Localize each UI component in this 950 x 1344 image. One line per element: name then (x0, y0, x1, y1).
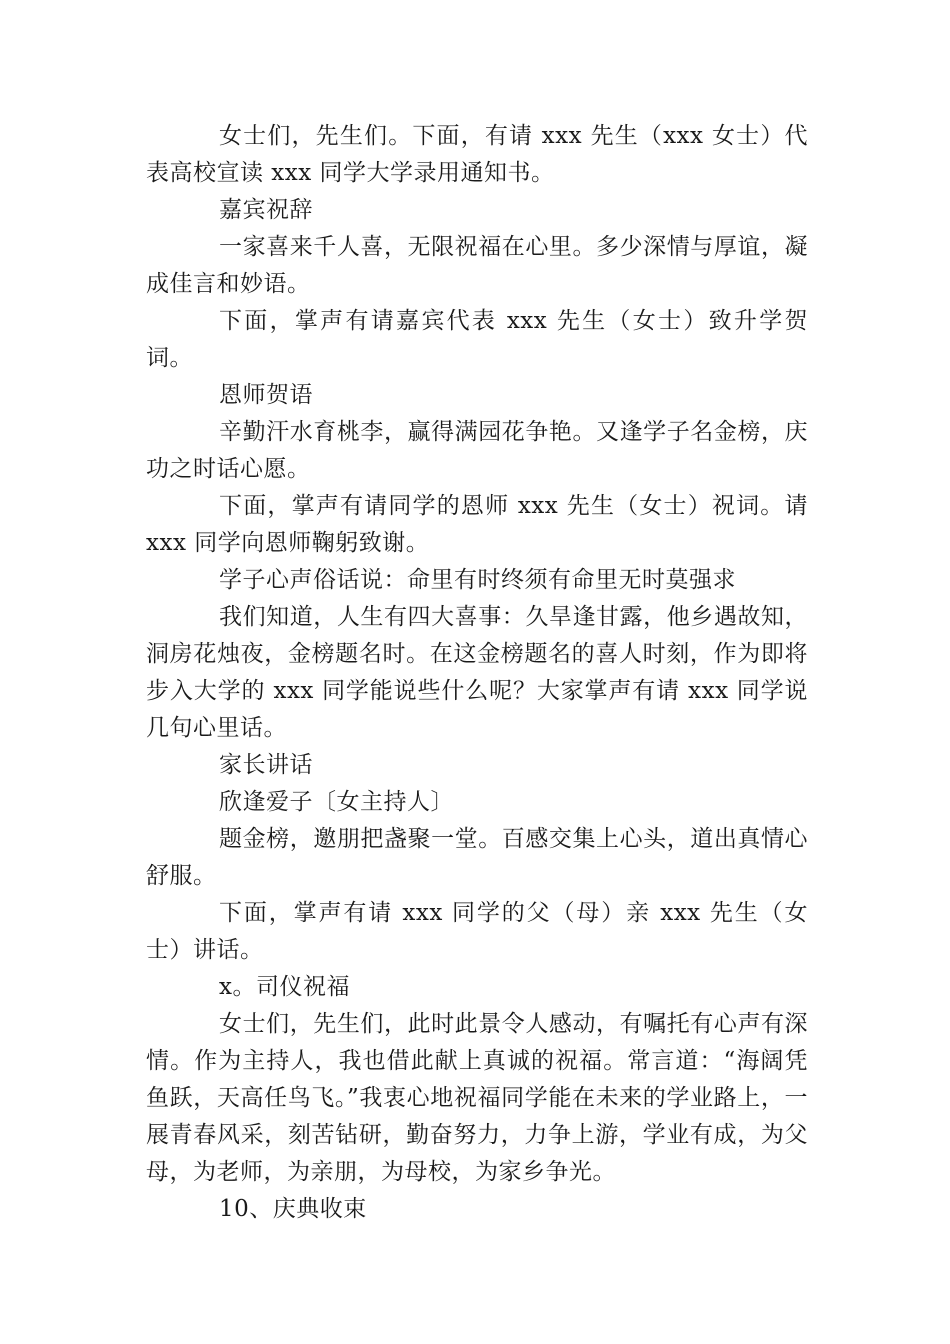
paragraph-siyi-zhufu: 女士们，先生们，此时此景令人感动，有嘱托有心声有深情。作为主持人，我也借此献上真诚的祝福。常言道：“海阔凭鱼跃，天高任鸟飞。”我衷心地祝福同学能在未来的学业路上，一展青春风采，刻苦钻研，勤奋努力，力争上游，学业有成，为父母，为老师，为亲朋，为母校，为家乡争光。 (146, 1011, 808, 1185)
paragraph-enshi-verse: 辛勤汗水育桃李，赢得满园花争艳。又逢学子名金榜，庆功之时话心愿。 (146, 419, 808, 482)
paragraph-jiabin-invite: 下面，掌声有请嘉宾代表 xxx 先生（女士）致升学贺词。 (146, 308, 808, 371)
heading-xuezi-xinsheng: 学子心声俗话说：命里有时终须有命里无时莫强求 (219, 567, 736, 593)
heading-xinfeng-aizi: 欣逢爱子〔女主持人〕 (219, 789, 454, 815)
paragraph-jiabin-verse: 一家喜来千人喜，无限祝福在心里。多少深情与厚谊，凝成佳言和妙语。 (146, 234, 808, 297)
heading-jiazhang-jianghua: 家长讲话 (219, 752, 313, 778)
heading-siyi-zhufu: x。司仪祝福 (219, 974, 350, 1000)
paragraph-xuezi-invite: 我们知道，人生有四大喜事：久旱逢甘露，他乡遇故知，洞房花烛夜，金榜题名时。在这金榜题名的喜人时刻，作为即将步入大学的 xxx 同学能说些什么呢？大家掌声有请 xxx 同学说几句心里话。 (146, 604, 808, 741)
document-body (146, 118, 808, 1228)
paragraph-jiazhang-verse: 题金榜，邀朋把盏聚一堂。百感交集上心头，道出真情心舒服。 (146, 826, 808, 889)
paragraph-jiazhang-invite: 下面，掌声有请 xxx 同学的父（母）亲 xxx 先生（女士）讲话。 (146, 900, 808, 963)
heading-qingdian-shoushu: 10、庆典收束 (219, 1196, 367, 1222)
paragraph-enshi-invite: 下面，掌声有请同学的恩师 xxx 先生（女士）祝词。请 xxx 同学向恩师鞠躬致谢。 (146, 493, 808, 556)
paragraph-tongzhishu: 女士们，先生们。下面，有请 xxx 先生（xxx 女士）代表高校宣读 xxx 同学大学录用通知书。 (146, 123, 808, 186)
heading-enshi-heyu: 恩师贺语 (219, 382, 313, 408)
heading-jiabin-zhici: 嘉宾祝辞 (219, 197, 313, 223)
